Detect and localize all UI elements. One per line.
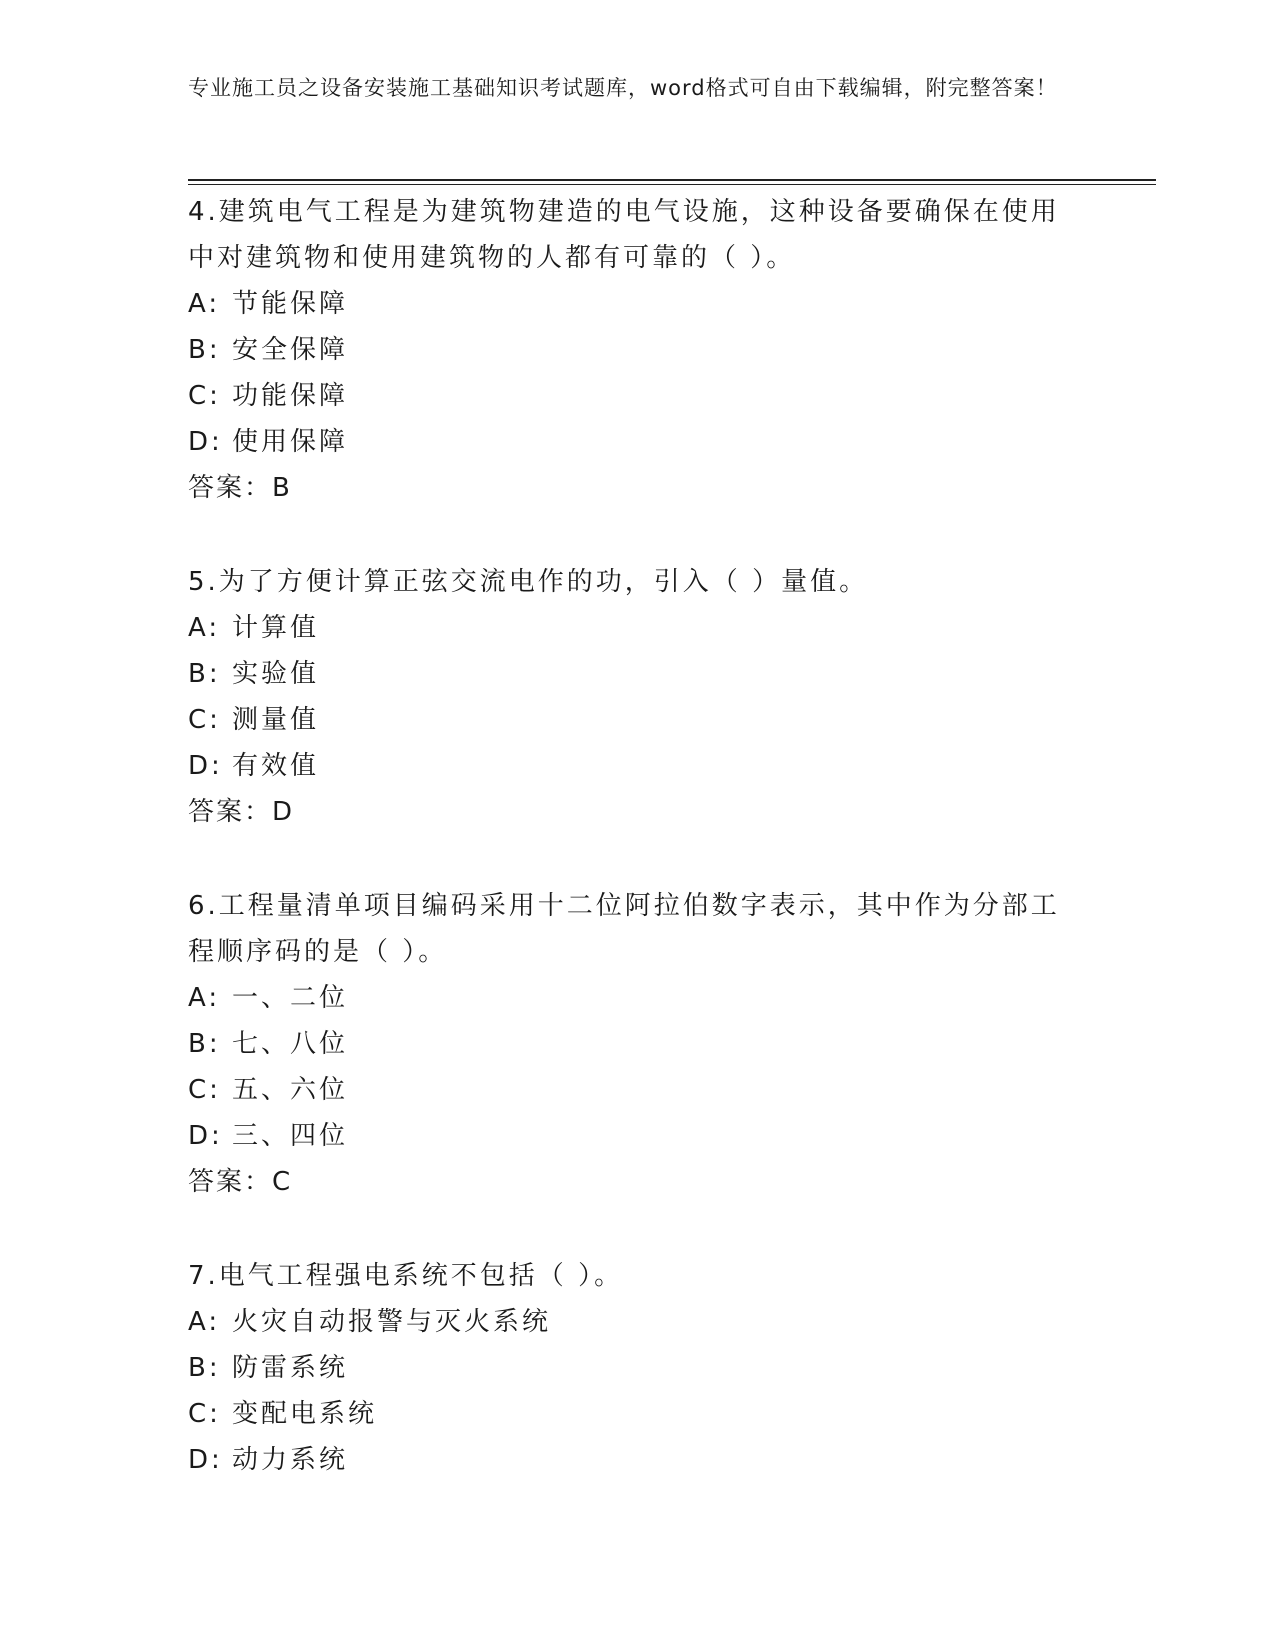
option-text: 有效值	[232, 751, 320, 781]
option-text: 防雷系统	[232, 1353, 349, 1383]
option-text: 功能保障	[232, 381, 349, 411]
question-list	[188, 189, 1088, 1531]
question-6	[188, 883, 1088, 1205]
option-text: 实验值	[232, 659, 320, 689]
option-text: 节能保障	[232, 289, 349, 319]
option-d	[188, 419, 1088, 465]
option-letter: C:	[188, 1075, 221, 1105]
option-a	[188, 975, 1088, 1021]
option-letter: D:	[188, 1445, 223, 1475]
option-c	[188, 373, 1088, 419]
answer-line: 答案：B	[188, 473, 292, 503]
option-a	[188, 605, 1088, 651]
option-letter: D:	[188, 427, 223, 457]
option-c	[188, 697, 1088, 743]
option-letter: A:	[188, 289, 221, 319]
option-text: 变配电系统	[232, 1399, 378, 1429]
option-letter: C:	[188, 705, 221, 735]
option-letter: B:	[188, 1029, 221, 1059]
option-text: 使用保障	[232, 427, 349, 457]
question-5	[188, 559, 1088, 835]
option-d	[188, 743, 1088, 789]
option-text: 五、六位	[232, 1075, 349, 1105]
option-letter: A:	[188, 613, 221, 643]
option-text: 测量值	[232, 705, 320, 735]
answer-line: 答案：D	[188, 797, 295, 827]
option-text: 安全保障	[232, 335, 349, 365]
option-letter: B:	[188, 659, 221, 689]
option-text: 计算值	[232, 613, 320, 643]
option-text: 一、二位	[232, 983, 349, 1013]
question-stem: 5.为了方便计算正弦交流电作的功，引入（ ）量值。	[188, 567, 869, 597]
header-divider-thin	[188, 184, 1156, 185]
option-letter: A:	[188, 1307, 221, 1337]
option-d	[188, 1113, 1088, 1159]
option-letter: C:	[188, 1399, 221, 1429]
option-b	[188, 1345, 1088, 1391]
option-text: 火灾自动报警与灭火系统	[232, 1307, 552, 1337]
option-c	[188, 1391, 1088, 1437]
option-c	[188, 1067, 1088, 1113]
question-4	[188, 189, 1088, 511]
option-d	[188, 1437, 1088, 1483]
option-a	[188, 281, 1088, 327]
option-letter: D:	[188, 751, 223, 781]
option-b	[188, 651, 1088, 697]
option-text: 三、四位	[232, 1121, 349, 1151]
header-divider-thick	[188, 179, 1156, 181]
option-letter: B:	[188, 335, 221, 365]
question-stem: 7.电气工程强电系统不包括（ ）。	[188, 1261, 624, 1291]
answer-line: 答案：C	[188, 1167, 293, 1197]
option-letter: B:	[188, 1353, 221, 1383]
option-a	[188, 1299, 1088, 1345]
option-letter: D:	[188, 1121, 223, 1151]
option-letter: A:	[188, 983, 221, 1013]
option-b	[188, 1021, 1088, 1067]
option-letter: C:	[188, 381, 221, 411]
option-text: 动力系统	[232, 1445, 349, 1475]
document-header: 专业施工员之设备安装施工基础知识考试题库，word格式可自由下载编辑，附完整答案！	[188, 76, 1058, 100]
question-stem: 6.工程量清单项目编码采用十二位阿拉伯数字表示，其中作为分部工程顺序码的是（ ）。	[188, 891, 1060, 967]
question-stem: 4.建筑电气工程是为建筑物建造的电气设施，这种设备要确保在使用中对建筑物和使用建筑物的人都有可靠的（ ）。	[188, 197, 1060, 273]
option-b	[188, 327, 1088, 373]
option-text: 七、八位	[232, 1029, 349, 1059]
question-7	[188, 1253, 1088, 1483]
